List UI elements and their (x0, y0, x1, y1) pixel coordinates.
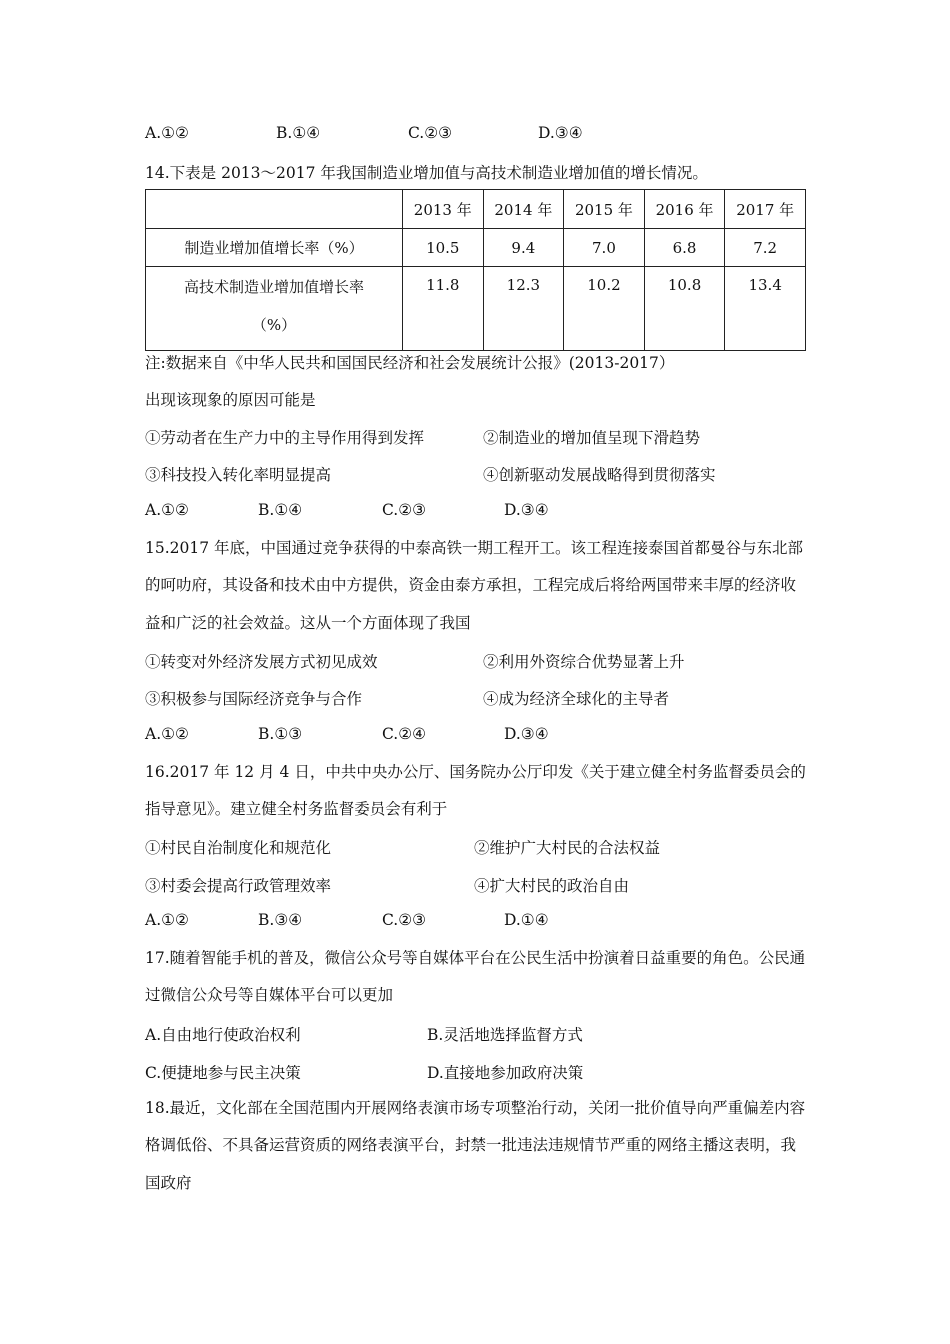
q17-option-a: A.自由地行使政治权利 (145, 1026, 301, 1044)
table-cell: 6.8 (644, 229, 725, 267)
q15-statement-1: ①转变对外经济发展方式初见成效 (145, 653, 378, 671)
q15-statement-3: ③积极参与国际经济竞争与合作 (145, 690, 363, 708)
table-year-header: 2017 年 (725, 190, 806, 229)
q14-statement-4: ④创新驱动发展战略得到贯彻落实 (483, 466, 716, 484)
table-cell: 7.0 (564, 229, 645, 267)
q14-stem: 14.下表是 2013～2017 年我国制造业增加值与高技术制造业增加值的增长情况。 (145, 164, 708, 182)
q14-question: 出现该现象的原因可能是 (145, 391, 316, 409)
q16-statement-4: ④扩大村民的政治自由 (474, 877, 630, 895)
table-corner-cell (146, 190, 403, 229)
q14-option-d: D.③④ (504, 501, 549, 519)
q18-stem: 18.最近，文化部在全国范围内开展网络表演市场专项整治行动，关闭一批价值导向严重偏差内容格调低俗、不具备运营资质的网络表演平台，封禁一批违法违规情节严重的网络主播这表明，我国政府 (145, 1099, 806, 1192)
q16-option-a: A.①② (145, 911, 189, 929)
q17-option-d: D.直接地参加政府决策 (427, 1064, 584, 1082)
q15-option-a: A.①② (145, 725, 189, 743)
q16-statement-1: ①村民自治制度化和规范化 (145, 839, 332, 857)
table-cell: 10.2 (564, 267, 645, 351)
table-row-label-line2: （%） (251, 316, 297, 334)
q16-statement-3: ③村委会提高行政管理效率 (145, 877, 332, 895)
q16-option-b: B.③④ (258, 911, 303, 929)
growth-rate-table (145, 189, 806, 351)
q17-stem: 17.随着智能手机的普及，微信公众号等自媒体平台在公民生活中扮演着日益重要的角色。公民通过微信公众号等自媒体平台可以更加 (145, 949, 806, 1005)
table-row (146, 229, 806, 267)
table-row-label (146, 267, 403, 351)
q16-statement-2: ②维护广大村民的合法权益 (474, 839, 661, 857)
table-row-label-line1: 高技术制造业增加值增长率 (183, 278, 364, 296)
q14-statement-1: ①劳动者在生产力中的主导作用得到发挥 (145, 429, 425, 447)
table-cell: 13.4 (725, 267, 806, 351)
table-row (146, 267, 806, 351)
table-cell: 11.8 (402, 267, 483, 351)
q15-statement-2: ②利用外资综合优势显著上升 (483, 653, 685, 671)
q17-option-b: B.灵活地选择监督方式 (427, 1026, 583, 1044)
table-year-header: 2016 年 (644, 190, 725, 229)
q17-option-c: C.便捷地参与民主决策 (145, 1064, 301, 1082)
table-header-row (146, 190, 806, 229)
q14-option-c: C.②③ (382, 501, 427, 519)
q16-option-d: D.①④ (504, 911, 549, 929)
q15-option-c: C.②④ (382, 725, 427, 743)
q14-statement-2: ②制造业的增加值呈现下滑趋势 (483, 429, 701, 447)
table-cell: 10.8 (644, 267, 725, 351)
table-row-label: 制造业增加值增长率（%） (146, 229, 403, 267)
table-year-header: 2013 年 (402, 190, 483, 229)
q13-option-c: C.②③ (408, 124, 453, 142)
table-year-header: 2014 年 (483, 190, 564, 229)
q16-stem: 16.2017 年 12 月 4 日，中共中央办公厅、国务院办公厅印发《关于建立健全村务监督委员会的指导意见》。建立健全村务监督委员会有利于 (145, 763, 806, 819)
q14-option-b: B.①④ (258, 501, 303, 519)
q13-option-d: D.③④ (538, 124, 583, 142)
q15-option-b: B.①③ (258, 725, 303, 743)
q15-statement-4: ④成为经济全球化的主导者 (483, 690, 670, 708)
q15-stem: 15.2017 年底，中国通过竞争获得的中泰高铁一期工程开工。该工程连接泰国首都曼谷与东北部的呵叻府，其设备和技术由中方提供，资金由泰方承担，工程完成后将给两国带来丰厚的经济收益和广泛的社会效益。这从一个方面体现了我国 (145, 539, 804, 632)
q15-option-d: D.③④ (504, 725, 549, 743)
q14-statement-3: ③科技投入转化率明显提高 (145, 466, 332, 484)
table-cell: 7.2 (725, 229, 806, 267)
table-cell: 9.4 (483, 229, 564, 267)
table-cell: 12.3 (483, 267, 564, 351)
q14-note: 注:数据来自《中华人民共和国国民经济和社会发展统计公报》(2013-2017） (145, 354, 675, 372)
q14-option-a: A.①② (145, 501, 189, 519)
q13-option-b: B.①④ (276, 124, 321, 142)
q16-option-c: C.②③ (382, 911, 427, 929)
table-year-header: 2015 年 (564, 190, 645, 229)
table-cell: 10.5 (402, 229, 483, 267)
q13-option-a: A.①② (145, 124, 189, 142)
